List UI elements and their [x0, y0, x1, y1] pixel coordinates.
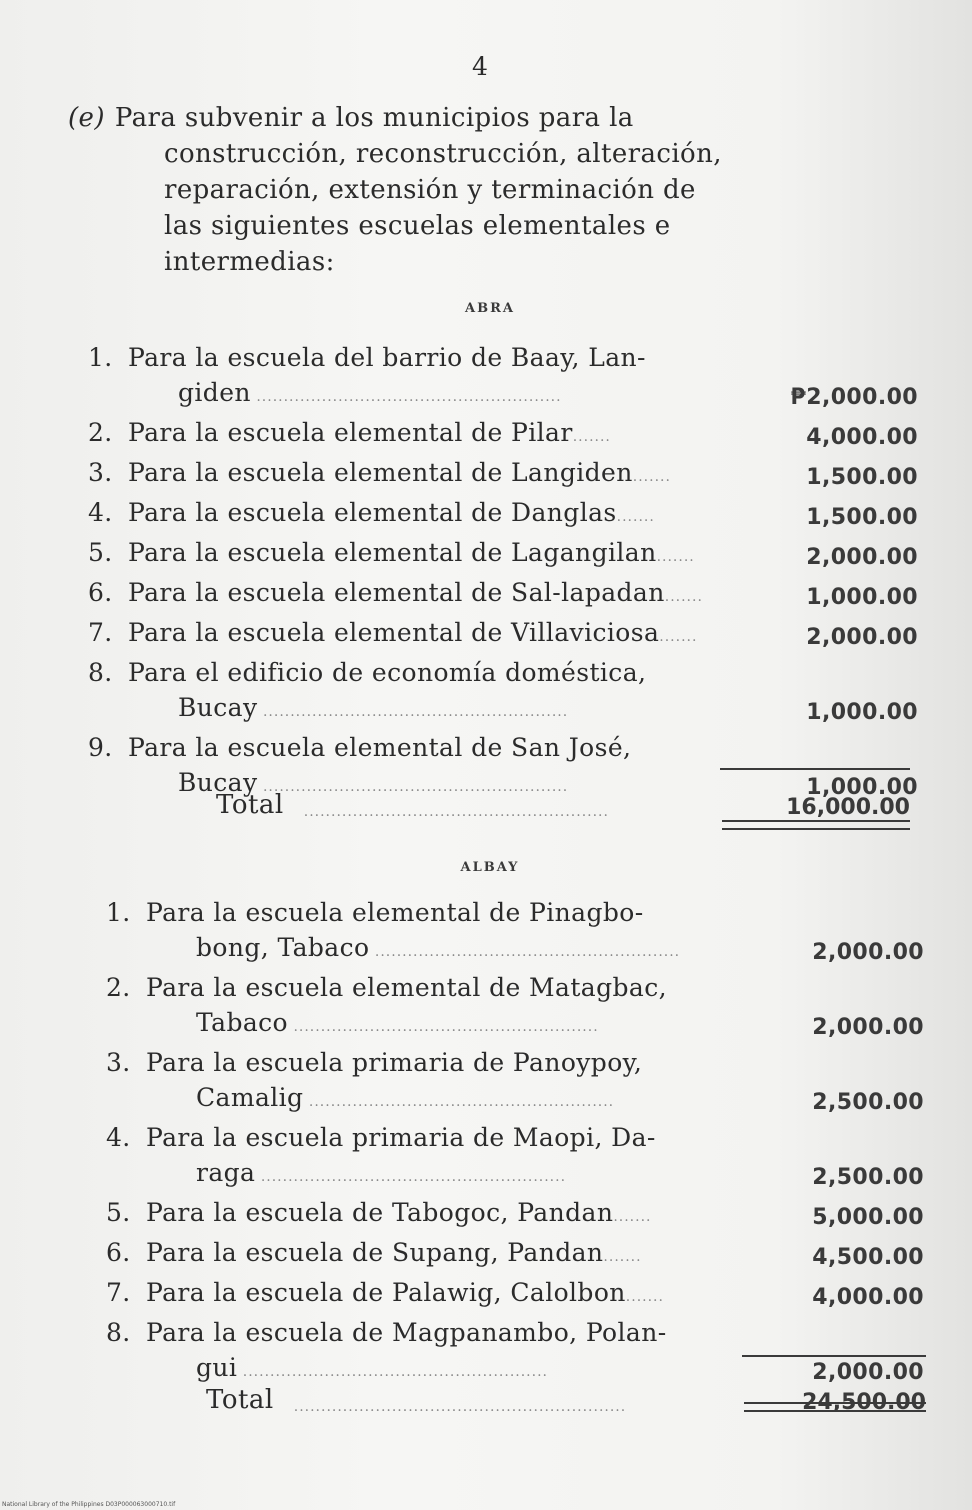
- abra-item-description: Para la escuela elemental de Sal-lapadan: [128, 578, 665, 607]
- abra-item: [88, 655, 918, 730]
- abra-item-number: 8.: [88, 658, 113, 687]
- dot-leader: ........................................................: [255, 1169, 567, 1185]
- albay-item-number: 8.: [106, 1318, 131, 1347]
- albay-item-number: 1.: [106, 898, 131, 927]
- abra-item-text: [88, 655, 708, 730]
- abra-item-number: 1.: [88, 343, 113, 372]
- abra-item-amount: 1,000.00: [806, 585, 918, 610]
- albay-item-number: 2.: [106, 973, 131, 1002]
- albay-total-leader: .............................................................: [293, 1399, 627, 1415]
- abra-item-continuation: [88, 690, 708, 730]
- section-title-albay: ALBAY: [460, 860, 520, 875]
- albay-items: [106, 895, 924, 1390]
- albay-item-amount: 2,500.00: [812, 1165, 924, 1190]
- abra-total-leader: ........................................................: [303, 804, 609, 820]
- dot-leader: ........................................................: [250, 389, 562, 405]
- albay-item-amount: 4,500.00: [812, 1245, 924, 1270]
- albay-item: [106, 1235, 924, 1275]
- abra-item-description: Para la escuela elemental de Lagangilan: [128, 538, 657, 567]
- scan-footer: National Library of the Philippines D03P000063000710.tif: [2, 1501, 176, 1508]
- abra-total-amount: 16,000.00: [786, 795, 910, 820]
- albay-item-number: 7.: [106, 1278, 131, 1307]
- albay-item-continuation: [106, 1005, 726, 1045]
- abra-item-number: 2.: [88, 418, 113, 447]
- abra-item-text: [88, 340, 708, 415]
- abra-item: [88, 415, 918, 455]
- albay-item-description-continued: raga: [196, 1158, 256, 1187]
- abra-item-description: Para el edificio de economía doméstica,: [128, 658, 647, 687]
- abra-item-number: 7.: [88, 618, 113, 647]
- intro-marker: (e): [68, 103, 105, 133]
- abra-item-number: 3.: [88, 458, 113, 487]
- abra-item: [88, 575, 918, 615]
- albay-item-text: [106, 895, 726, 970]
- albay-item-text: [106, 1120, 726, 1195]
- albay-item-description: Para la escuela de Palawig, Calolbon: [146, 1278, 626, 1307]
- albay-item: [106, 895, 924, 970]
- dot-leader: .......: [613, 1209, 652, 1225]
- albay-item: [106, 1120, 924, 1195]
- dot-leader: .......: [664, 589, 703, 605]
- albay-item-amount: 4,000.00: [812, 1285, 924, 1310]
- abra-item-number: 4.: [88, 498, 113, 527]
- intro-text: Para subvenir a los municipios para la construcción, reconstrucción, alteración, reparación, extensión y terminación de las siguientes escuelas elementales e intermedias:: [114, 103, 722, 277]
- albay-item-description-continued: Tabaco: [196, 1008, 288, 1037]
- abra-item-amount: 2,000.00: [806, 545, 918, 570]
- abra-item-text: [88, 455, 708, 495]
- albay-item-continuation: [106, 1350, 726, 1390]
- abra-subtotal-rule: [720, 768, 910, 770]
- dot-leader: .......: [616, 509, 655, 525]
- albay-item-text: [106, 1045, 726, 1120]
- albay-item: [106, 1275, 924, 1315]
- abra-item-amount: 1,500.00: [806, 465, 918, 490]
- abra-item-number: 9.: [88, 733, 113, 762]
- albay-item-description: Para la escuela primaria de Maopi, Da-: [146, 1123, 656, 1152]
- albay-item-description-continued: Camalig: [196, 1083, 304, 1112]
- albay-item-amount: 2,000.00: [812, 1015, 924, 1040]
- abra-item-text: [88, 575, 708, 615]
- albay-total-amount: 24,500.00: [802, 1390, 926, 1415]
- abra-item-amount: 2,000.00: [806, 625, 918, 650]
- abra-total-label: Total: [216, 790, 284, 820]
- abra-item-description: Para la escuela del barrio de Baay, Lan-: [128, 343, 646, 372]
- albay-item-description: Para la escuela de Magpanambo, Polan-: [146, 1318, 667, 1347]
- abra-item-amount: 1,500.00: [806, 505, 918, 530]
- albay-item-description-continued: bong, Tabaco: [196, 933, 370, 962]
- albay-item-description: Para la escuela primaria de Panoypoy,: [146, 1048, 643, 1077]
- albay-item-continuation: [106, 930, 726, 970]
- abra-total-row: [150, 790, 910, 820]
- albay-item-continuation: [106, 1155, 726, 1195]
- abra-item: [88, 615, 918, 655]
- abra-item-description-continued: Bucay: [178, 768, 258, 797]
- albay-item-description: Para la escuela elemental de Matagbac,: [146, 973, 667, 1002]
- albay-total-label: Total: [206, 1385, 274, 1415]
- albay-item-description: Para la escuela de Tabogoc, Pandan: [146, 1198, 614, 1227]
- albay-item-amount: 2,000.00: [812, 940, 924, 965]
- dot-leader: ........................................................: [237, 1364, 548, 1380]
- abra-item-amount: 1,000.00: [806, 700, 918, 725]
- page-number: 4: [472, 52, 488, 81]
- intro-paragraph: [68, 100, 728, 280]
- abra-item-number: 5.: [88, 538, 113, 567]
- albay-item-description: Para la escuela de Supang, Pandan: [146, 1238, 604, 1267]
- dot-leader: ........................................................: [257, 704, 569, 720]
- section-title-abra: ABRA: [465, 301, 515, 316]
- albay-item: [106, 970, 924, 1045]
- albay-item-description-continued: gui: [196, 1353, 238, 1382]
- albay-subtotal-rule: [742, 1355, 926, 1357]
- albay-item: [106, 1195, 924, 1235]
- abra-item-description: Para la escuela elemental de Danglas: [128, 498, 617, 527]
- albay-item-number: 3.: [106, 1048, 131, 1077]
- albay-item-number: 5.: [106, 1198, 131, 1227]
- abra-item-description-continued: giden: [178, 378, 251, 407]
- albay-item-number: 6.: [106, 1238, 131, 1267]
- albay-item: [106, 1315, 924, 1390]
- albay-item-amount: 2,000.00: [812, 1360, 924, 1385]
- abra-item-description: Para la escuela elemental de Villaviciosa: [128, 618, 660, 647]
- albay-item-amount: 2,500.00: [812, 1090, 924, 1115]
- abra-item-description: Para la escuela elemental de Pilar: [128, 418, 573, 447]
- albay-item: [106, 1045, 924, 1120]
- albay-item-text: [106, 1195, 726, 1235]
- abra-item-text: [88, 615, 708, 655]
- abra-item-description: Para la escuela elemental de San José,: [128, 733, 632, 762]
- abra-total-double-rule: [722, 820, 910, 830]
- albay-item-description: Para la escuela elemental de Pinagbo-: [146, 898, 644, 927]
- albay-item-text: [106, 1275, 726, 1315]
- dot-leader: .......: [603, 1249, 642, 1265]
- albay-item-text: [106, 1315, 726, 1390]
- abra-item: [88, 455, 918, 495]
- albay-item-continuation: [106, 1080, 726, 1120]
- dot-leader: .......: [625, 1289, 664, 1305]
- dot-leader: ........................................................: [288, 1019, 599, 1035]
- albay-item-number: 4.: [106, 1123, 131, 1152]
- abra-item: [88, 495, 918, 535]
- dot-leader: .......: [659, 629, 698, 645]
- abra-item-text: [88, 495, 708, 535]
- abra-item: [88, 340, 918, 415]
- abra-item-amount: ₱2,000.00: [790, 385, 918, 410]
- abra-item-description: Para la escuela elemental de Langiden: [128, 458, 633, 487]
- abra-item-amount: 4,000.00: [806, 425, 918, 450]
- abra-items: [88, 340, 918, 805]
- dot-leader: .......: [656, 549, 695, 565]
- albay-item-text: [106, 970, 726, 1045]
- abra-item-description-continued: Bucay: [178, 693, 258, 722]
- abra-item-amount: 1,000.00: [806, 775, 918, 800]
- albay-item-amount: 5,000.00: [812, 1205, 924, 1230]
- albay-item-text: [106, 1235, 726, 1275]
- dot-leader: ........................................................: [303, 1094, 615, 1110]
- dot-leader: .......: [632, 469, 671, 485]
- abra-item-text: [88, 535, 708, 575]
- dot-leader: ........................................................: [257, 779, 569, 795]
- abra-item-continuation: [88, 375, 708, 415]
- albay-total-double-rule: [744, 1402, 926, 1412]
- abra-item-number: 6.: [88, 578, 113, 607]
- abra-item: [88, 535, 918, 575]
- abra-item-text: [88, 415, 708, 455]
- dot-leader: .......: [572, 429, 611, 445]
- dot-leader: ........................................................: [369, 944, 681, 960]
